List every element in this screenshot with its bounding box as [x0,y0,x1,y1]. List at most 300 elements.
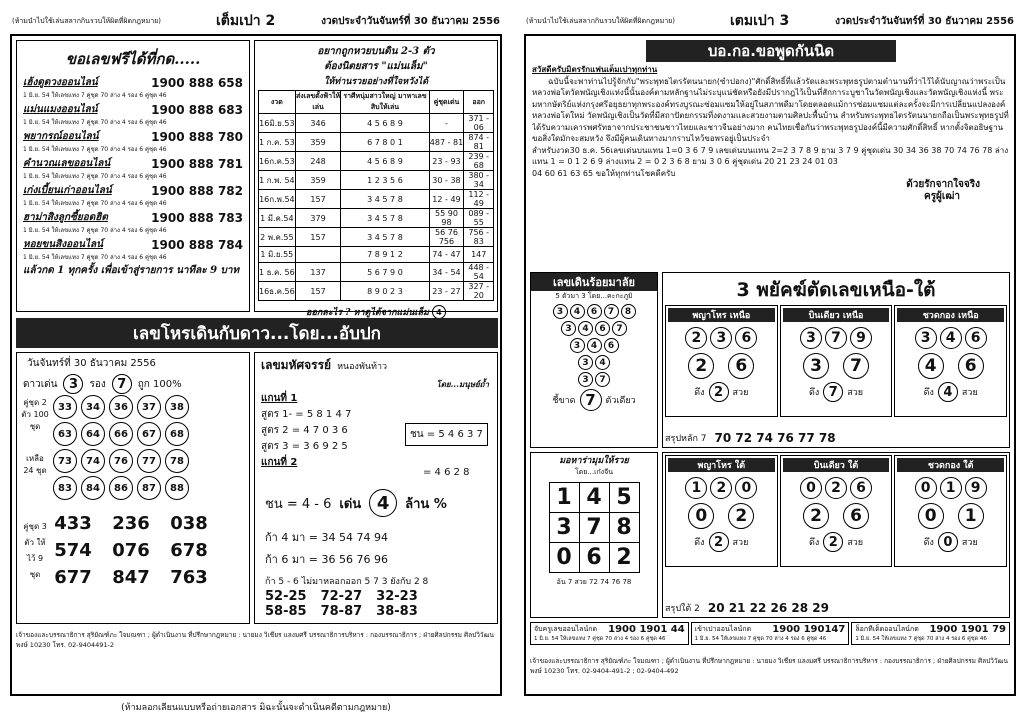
predict-circle: 2 [825,477,847,499]
letter [532,64,1010,270]
predict-nums [897,477,1004,499]
three-digit-number: 574 [54,540,92,561]
hotline-item [17,75,249,100]
history-cell: 379 [295,209,341,228]
predict-big-circle: 0 [688,503,714,529]
right-date-label: งวดประจำวันจันทร์ที่ 30 ธันวาคม 2556 [835,16,1014,27]
predict-head: ชวดกอง เหนือ [897,308,1004,322]
predict-big [783,503,890,529]
grid-cell: 5 [609,483,639,513]
predict-circle: 0 [735,477,757,499]
left-bottom-note: (ห้ามลอกเลียนแบบหรือถ่ายเอกสาร มิฉะนั้นจะดำเนินคดีตามกฎหมาย) [121,703,391,713]
history-cell: 16มิ.ย.53 [259,114,296,133]
history-title-2: ต้องนิตยสาร "แม่นเล็ม" [324,61,428,72]
pair-number: 38-83 [376,604,418,619]
right-hotline-number: 1900 1901 44 [608,624,685,635]
horo-date: วันจันทร์ที่ 30 ธันวาคม 2556 [27,358,156,369]
hotline-name: เก่งเบี้ยนเก่าออนไลน์ [23,185,112,196]
hotline-name: แม่นแมงออนไลน์ [23,104,98,115]
history-row [259,152,494,171]
draw-label: ดึง [808,538,820,548]
suay-label: สวย [732,538,749,548]
predict-big-circle: 3 [803,353,829,379]
history-cell: 12 - 49 [429,190,464,209]
two-label: คู่ชุด 2 ตัว 100 ชุด [21,398,49,431]
pair-row [265,604,418,619]
predict-big-circle: 1 [958,503,984,529]
predict-big-circle: 6 [843,503,869,529]
set1: แกนที่ 1 [261,393,298,404]
talk-banner: บอ.กอ.ขอพูดกันนิด [646,40,896,62]
predict-circle: 6 [850,477,872,499]
predict-head: บินเดียว เหนือ [783,308,890,322]
walk-circle: 4 [578,321,593,336]
predict-circle: 4 [940,327,962,349]
hotline-note: 1 มิ.ย. 54 ให้เลขแทง 7 คู่ชุด 70 ล่าง 4 รอง 6 คู่ชุด 46 [23,254,167,261]
hotline-item [17,102,249,127]
predict-circle: 3 [710,327,732,349]
hotline-item [17,210,249,235]
three-digit-number: 236 [112,513,150,534]
three-digit-number: 847 [112,567,150,588]
history-cell: 1 ก.พ. 54 [259,171,296,190]
horo-box [16,352,250,624]
two-digit-circle: 88 [165,476,189,500]
predict-circle: 1 [940,477,962,499]
right-page [520,6,1020,718]
grid-title: มอหาร่ามุมให้รวย [559,456,629,466]
predict-circle: 9 [965,477,987,499]
lead-number: 3 [63,374,83,394]
set2: แกนที่ 2 [261,457,298,468]
draw-number: 0 [938,532,958,552]
predict-circle: 6 [965,327,987,349]
walk-circle: 8 [621,304,636,319]
pair-rows [265,589,418,619]
walk-row [531,372,657,387]
predict-big [897,503,1004,529]
predict-draw [783,382,890,402]
summary2-label: สรุปใต้ 2 [665,604,700,614]
suay-label: สวย [847,388,864,398]
line-3: ก้า 5 - 6 ไม่มาหลอกออก 5 7 3 ยังกับ 2 8 [265,577,429,587]
two-digit-circle: 78 [165,449,189,473]
right-page-label: เตมเปา 3 [730,13,790,29]
hotline-row [23,210,243,225]
hotline-item [17,183,249,208]
draw-number: 2 [709,532,729,552]
hotline-item [17,129,249,154]
three-digit-grid [53,513,209,594]
history-cell: 16ก.พ.54 [259,190,296,209]
history-cell: - [429,114,464,133]
three-digit-number: 677 [54,567,92,588]
predict-nums [783,477,890,499]
right-hotline [530,622,689,645]
two-digit-circle: 36 [109,395,133,419]
predict-big-circle: 2 [803,503,829,529]
history-cell: 359 [295,133,341,152]
predict-big-circle: 2 [728,503,754,529]
predict-col [665,305,778,417]
hotline-note: 1 มิ.ย. 54 ให้เลขแทง 7 คู่ชุด 70 ล่าง 4 รอง 6 คู่ชุด 46 [23,119,167,126]
history-footer-num: 4 [432,305,446,319]
predict-circle: 9 [850,327,872,349]
history-cell: 3 4 5 7 8 [341,209,429,228]
history-cell: 1 ธ.ค. 56 [259,263,296,282]
two-digit-circle: 86 [109,476,133,500]
predict-col [894,455,1007,567]
left-page-label: เต็มเปา 2 [216,13,276,29]
right-hotline-row [695,624,846,635]
predict-circle: 2 [685,327,707,349]
suay-label: สวย [847,538,864,548]
walk-circle: 4 [570,304,585,319]
three-row [53,567,209,588]
walk-circles [531,304,657,387]
hotline-number: 1900 888 783 [151,210,243,225]
history-row [259,247,494,263]
predict-nums [668,327,775,349]
history-cell: 4 5 6 8 9 [341,114,429,133]
draw-label: ดึง [923,538,934,548]
walk-cut-row [531,389,657,411]
history-cell: 327 - 20 [464,282,494,301]
letter-sign-1: ด้วยรักจากใจจริง [906,179,980,190]
grid-by: โดย...เก๋งจีน [574,468,614,476]
right-hotline-row [534,624,685,635]
line-1: ก้า 4 มา = 34 54 74 94 [265,531,388,544]
den-number: 4 [369,489,397,517]
hotline-note: 1 มิ.ย. 54 ให้เลขแทง 7 คู่ชุด 70 ล่าง 4 รอง 6 คู่ชุด 46 [23,173,167,180]
history-cell: 112 - 49 [464,190,494,209]
hotline-note: 1 มิ.ย. 54 ให้เลขแทง 7 คู่ชุด 70 ล่าง 4 รอง 6 คู่ชุด 46 [23,227,167,234]
horo-lead-row [17,374,249,394]
history-cell: 8 9 0 2 3 [341,282,429,301]
left-header [6,6,506,32]
line-2: ก้า 6 มา = 36 56 76 96 [265,553,388,566]
history-row [259,209,494,228]
hotline-note: 1 มิ.ย. 54 ให้เลขแทง 7 คู่ชุด 70 ล่าง 4 รอง 6 คู่ชุด 46 [23,146,167,153]
right-hotline-number: 1900 1901 79 [929,624,1007,635]
three-digit-number: 076 [112,540,150,561]
two-row [53,476,189,500]
two-digit-circle: 37 [137,395,161,419]
draw-number: 4 [938,382,958,402]
draw-number: 2 [709,382,729,402]
history-cell: 34 - 54 [429,263,464,282]
predict-south-box [662,452,1010,618]
history-cell: 6 7 8 0 1 [341,133,429,152]
walk-circle: 7 [595,372,610,387]
pair-number: 58-85 [265,604,307,619]
history-cell: 1 2 3 5 6 [341,171,429,190]
predict-col [780,455,893,567]
walk-circle: 3 [553,304,568,319]
hotline-list [17,75,249,262]
walk-circle: 6 [587,304,602,319]
two-digit-circle: 84 [81,476,105,500]
grid-cell: 8 [609,513,639,543]
history-cell: 239 - 68 [464,152,494,171]
history-cell: 55 90 98 [429,209,464,228]
predict-south [663,453,1009,569]
history-cell: 7 8 9 1 2 [341,247,429,263]
history-box [254,40,498,318]
two-digit-circle: 74 [81,449,105,473]
hotline-row [23,237,243,252]
history-row [259,263,494,282]
predict-big-circle: 6 [728,353,754,379]
right-hotline-label: เข้าเปาออนไลน์กด [694,625,752,633]
walk-circle: 7 [612,321,627,336]
predict-big [897,353,1004,379]
history-cell: 756 - 83 [464,228,494,247]
history-footer: ออกละไร ? หาดูได้จากแม่นเล็ม [306,308,429,318]
grid-cell: 4 [579,483,609,513]
walk-title: เลขเดินร้อยมาลัย [531,273,657,291]
two-digit-circle: 64 [81,422,105,446]
history-cell: 3 4 5 7 8 [341,228,429,247]
predict-draw [783,532,890,552]
grid-box [530,452,658,618]
letter-body: ฉบับนี้จะพาท่านไปรู้จักกับ"พระพุทธไตรรัตนนายก(ซำปอกง)"ศักดิ์สิทธิ์ที่แล้วรัดและพระพุทธรูปตามตำนานที่ว่าไว้ได้นับญาณว่าพระเป็นหลวงพ่อโตวัดพนัญเชิงแห่งนี้นั้นองค์ตามหลักฐานไม่ระบุแน่ชัดหรือยังมีปรากฎไว้เป็นที่สักการะบูชาในวัดพนัญเชิงและวัดพนัญเชิงแห่งนี้ พระมหากษัตริย์แห่งกรุงศรีอยุธยาทุกพระองค์ทรงบูรณะซ่อมแซมให้อยู่ในสภาพดีมาโดยตลอดแม้การซ่อมแซมแต่ละครั้งจะมีการเปลี่ยนแปลงองค์หลวงพ่อโตใหม่ วัดพนัญเชิงเป็นวัดที่มีสถาปัตยกรรมที่งดงามและสวยงามตามศิลปะพื้นบ้าน สำหรับพระพุทธไตรรัตนนายกถือเป็นพระพุทธรูปที่ได้รับความเคารพศรัทธาจากประชาชนชาวไทยและชาวจีนอย่างมาก คนไทยเชื่อกันว่าพระพุทธรูปองค์นี้มีความศักดิ์สิทธิ์ หากตั้งจิตอธิษฐานขอสิ่งใดมักจะสมหวัง จึงมีผู้คนเดินทางมากราบไหว้ขอพรอยู่เป็นประจำ [532,76,1009,143]
two-row [53,395,189,419]
suay-label: สวย [732,388,749,398]
history-cell: 23 - 27 [429,282,464,301]
two-digit-circle: 68 [165,422,189,446]
hotline-name: เฮ้งดูดวงออนไลน์ [23,77,98,88]
suay-label: สวย [961,538,978,548]
predict-nums [783,327,890,349]
history-cell: 137 [295,263,341,282]
left-footer: เจ้าของและบรรณาธิการ สุริยัณฑ์ภะ ใจมณฑา ; ผู้ดำเนินงาน ที่ปรึกษากฎหมาย : นายมง วิเชียร แลงมศรี บรรณาธิการบริหาร : กองบรรณาธิการ ; ฝ่ายศิลปกรรม ศิลปวิวัฒนพงษ์ 10230 โทร. 02-9404491-2 [16,631,494,649]
summary2-row [665,601,1007,615]
predict-draw [668,382,775,402]
history-cell: 56 76 756 [429,228,464,247]
walk-row [531,338,657,353]
predict-circle: 3 [800,327,822,349]
walk-row [531,321,657,336]
predict-big-circle: 2 [688,353,714,379]
history-cell: 23 - 93 [429,152,464,171]
miracle-result-1: ชน = 5 4 6 3 7 [405,423,488,446]
draw-number: 7 [823,382,843,402]
hotline-item [17,237,249,262]
hotline-item [17,156,249,181]
letter-sign-2: ครูผู้เฒ่า [924,190,960,202]
left-page [6,6,506,718]
history-title-3: ให้ท่านรวยอย่างที่ใจหวังได้ [323,77,429,87]
predict-col [665,455,778,567]
grid-cell: 2 [609,543,639,573]
history-cell: 16ก.ค.53 [259,152,296,171]
right-hotline-note: 1 มิ.ย. 54 ให้เลขแทง 7 คู่ชุด 70 ล่าง 4 รอง 6 คู่ชุด 46 [855,636,987,642]
hotline-name: พยากรณ์ออนไลน์ [23,131,99,142]
history-cell: 5 6 7 9 0 [341,263,429,282]
right-hotline-row [855,624,1006,635]
history-cell: 16ธ.ค.56 [259,282,296,301]
predict-big [668,503,775,529]
predict-circle: 2 [710,477,732,499]
predict-big-circle: 4 [918,353,944,379]
predict-big [783,353,890,379]
right-hotline-note: 1 มิ.ย. 54 ให้เลขแทง 7 คู่ชุด 70 ล่าง 4 รอง 6 คู่ชุด 46 [534,636,666,642]
hotline-name: คำนวณเลขออนไลน์ [23,158,111,169]
draw-label: ดึง [808,388,820,398]
cut-number: 7 [580,389,602,411]
predict-head: ชวดกอง ใต้ [897,458,1004,472]
hotline-note: 1 มิ.ย. 54 ให้เลขแทง 7 คู่ชุด 70 ล่าง 4 รอง 6 คู่ชุด 46 [23,92,167,99]
right-hotline [851,622,1010,645]
predict-draw [668,532,775,552]
history-header: งวด [259,91,296,114]
three-digit-number: 763 [170,567,208,588]
history-cell: 157 [295,282,341,301]
miracle-result-2: = 4 6 2 8 [423,467,470,478]
left-top-note: (ห้ามนำไปใช้เล่นสลากกินรวบให้ผิดที่ผิดกฎหมาย) [12,17,161,25]
hotline-name: หอยขนสิงออนไลน์ [23,239,103,250]
hotline-box [16,40,250,312]
history-cell [295,247,341,263]
predict-circle: 3 [915,327,937,349]
pair-number: 32-23 [376,589,418,604]
walk-circle: 3 [578,372,593,387]
history-cell: 380 - 34 [464,171,494,190]
pair-number: 78-87 [320,604,363,619]
two-digit-circle: 63 [53,422,77,446]
predict-box [662,272,1010,448]
cut-suffix: ตัวเดียว [605,396,636,406]
two-digit-circle: 66 [109,422,133,446]
three-digit-number: 038 [170,513,208,534]
hotline-price: แล้วกด 1 ทุกครั้ง เพื่อเข้าสู่รายการ นาทีละ 9 บาท [23,265,240,276]
predict-circle: 0 [915,477,937,499]
history-cell: 487 - 81 [429,133,464,152]
horo-banner: เลขโหรเดินกับดาว...โดย...อับปก [16,318,498,348]
history-table [258,90,494,301]
three-row [53,540,209,561]
grid-row [549,543,639,573]
draw-label: ดึง [694,388,705,398]
predict-big-circle: 0 [918,503,944,529]
predict-col [780,305,893,417]
letter-title: สวัสดีครับมิตรรักแฟนเต็มเปาทุกท่าน [532,65,658,74]
grid-cell: 7 [579,513,609,543]
grid-cell: 3 [549,513,579,543]
second-number: 7 [112,374,132,394]
three-digit-number: 678 [170,540,208,561]
predict-circle: 1 [685,477,707,499]
history-cell: 74 - 47 [429,247,464,263]
pair-number: 52-25 [265,589,307,604]
walk-sub: 5 ตัวมา 3 โดย...คะกะภูมิ [555,292,633,300]
walk-circle: 3 [561,321,576,336]
history-cell: 248 [295,152,341,171]
right-frame [524,34,1016,696]
three-label: คู่ชุด 3 ตัว ให้ไว้ 9 ชุด [23,522,47,579]
walk-circle: 4 [587,338,602,353]
predict-title: 3 พยัคฆ์ตัดเลขเหนือ-ใต้ [736,279,936,301]
grid-cell: 0 [549,543,579,573]
predict-head: พญาโหร เหนือ [668,308,775,322]
predict-circle: 0 [800,477,822,499]
hotline-number: 1900 888 784 [151,237,243,252]
pair-number: 72-27 [320,589,363,604]
two-digit-circle: 77 [137,449,161,473]
predict-big [668,353,775,379]
letter-last: 04 60 61 63 65 ขอให้ทุกท่านโชคดีครับ [532,168,676,178]
history-cell: 157 [295,228,341,247]
cut-label: ชี้ขาด [552,396,576,406]
history-row [259,171,494,190]
walk-circle: 4 [595,355,610,370]
miracle-author: หนองพันท้าว [337,361,388,372]
walk-circle: 6 [595,321,610,336]
history-row [259,190,494,209]
two-suffix: เหลือ 24 ชุด [23,454,47,475]
right-hotline-number: 1900 190147 [772,624,846,635]
two-digit-circle: 83 [53,476,77,500]
right-hotline-label: จับครูเลขออนไลน์กด [534,625,598,633]
predict-draw [897,382,1004,402]
history-cell: 147 [464,247,494,263]
grid-row [549,483,639,513]
miracle-title: เลขมหัศจรรย์ [261,358,332,372]
predict-head: บินเดียว ใต้ [783,458,890,472]
walk-row [531,304,657,319]
hotline-number: 1900 888 683 [151,102,243,117]
two-row [53,422,189,446]
grid-cell: 1 [549,483,579,513]
history-cell: 4 5 6 8 9 [341,152,429,171]
walk-circle: 6 [604,338,619,353]
history-cell: 874 - 81 [464,133,494,152]
right-header [520,6,1020,32]
draw-label: ดึง [923,388,934,398]
predict-big-circle: 6 [958,353,984,379]
hit-label: ถูก 100% [137,378,182,390]
two-digit-circle: 34 [81,395,105,419]
history-title-1: อยากถูกหวยบนดิน 2-3 ตัว [317,46,435,57]
right-hotline [691,622,850,645]
summary2: 20 21 22 26 28 29 [707,601,829,615]
left-frame [10,34,502,696]
walk-circle: 3 [570,338,585,353]
hotline-number: 1900 888 658 [151,75,243,90]
history-footer-row [255,305,497,319]
history-cell: 371 - 06 [464,114,494,133]
history-cell: 3 4 5 7 8 [341,190,429,209]
walk-circle: 3 [578,355,593,370]
history-cell: 1 มี.ค.54 [259,209,296,228]
predict-col [894,305,1007,417]
summary: 70 72 74 76 77 78 [714,431,836,445]
draw-label: ดึง [694,538,705,548]
history-row [259,133,494,152]
miracle-head [255,353,497,378]
hotline-title: ขอเลขฟรีได้ที่กด..... [65,50,201,68]
predict-circle: 6 [735,327,757,349]
history-row [259,228,494,247]
miracle-chon-row [265,489,447,517]
three-row [53,513,209,534]
history-cell: 359 [295,171,341,190]
history-cell: 448 - 54 [464,263,494,282]
history-header: ออก [464,91,494,114]
history-cell: 30 - 38 [429,171,464,190]
predict-nums [897,327,1004,349]
